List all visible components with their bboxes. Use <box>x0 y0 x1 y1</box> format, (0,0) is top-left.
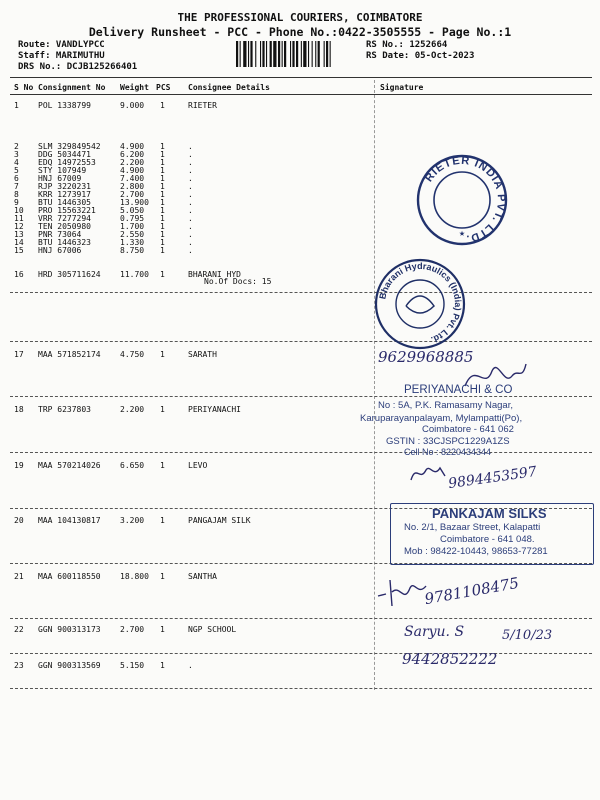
table-row <box>0 246 600 258</box>
barcode-icon <box>236 41 358 67</box>
consignment-cell: HRD 305711624 <box>38 270 101 279</box>
col-weight: Weight <box>120 83 149 92</box>
pcs-cell: 1 <box>160 150 165 159</box>
pcs-cell: 1 <box>160 230 165 239</box>
consignee-cell: . <box>188 158 193 167</box>
sno-cell: 10 <box>14 206 24 215</box>
pcs-cell: 1 <box>160 625 165 634</box>
consignee-cell: BHARANI HYD <box>188 270 241 279</box>
sno-cell: 4 <box>14 158 19 167</box>
periyanachi-stamp-name: PERIYANACHI & CO <box>404 384 513 396</box>
pcs-cell: 1 <box>160 198 165 207</box>
consignee-cell: RIETER <box>188 101 217 110</box>
consignee-cell: SANTHA <box>188 572 217 581</box>
sno-cell: 22 <box>14 625 24 634</box>
sno-cell: 18 <box>14 405 24 414</box>
row-separator <box>10 396 592 397</box>
weight-cell: 2.700 <box>120 625 145 634</box>
consignee-cell: . <box>188 661 193 670</box>
pangajam-stamp-name: PANKAJAM SILKS <box>432 506 547 521</box>
weight-cell: 2.700 <box>120 190 145 199</box>
drs-number: DRS No.: DCJB125266401 <box>18 62 138 72</box>
runsheet-subtitle: Delivery Runsheet - PCC - Phone No.:0422-3505555 - Page No.:1 <box>88 25 512 39</box>
weight-cell: 13.900 <box>120 198 149 207</box>
consignment-cell: POL 1338799 <box>38 101 91 110</box>
consignment-cell: STY 107949 <box>38 166 87 175</box>
sno-cell: 6 <box>14 174 19 183</box>
consignment-cell: VRR 7277294 <box>38 214 91 223</box>
sno-cell: 7 <box>14 182 19 191</box>
weight-cell: 4.900 <box>120 142 145 151</box>
pcs-cell: 1 <box>160 101 165 110</box>
weight-cell: 2.800 <box>120 182 145 191</box>
sno-cell: 23 <box>14 661 24 670</box>
weight-cell: 2.200 <box>120 158 145 167</box>
consignment-cell: DDG 5034471 <box>38 150 91 159</box>
pcs-cell: 1 <box>160 174 165 183</box>
staff-label: Staff: MARIMUTHU <box>18 51 105 61</box>
pcs-cell: 1 <box>160 214 165 223</box>
consignee-cell: . <box>188 142 193 151</box>
consignee-cell: PERIYANACHI <box>188 405 241 414</box>
periyanachi-stamp-cell: Cell No : 8220434344 <box>404 447 492 457</box>
sno-cell: 20 <box>14 516 24 525</box>
weight-cell: 1.700 <box>120 222 145 231</box>
consignment-cell: MAA 600118550 <box>38 572 101 581</box>
sno-cell: 2 <box>14 142 19 151</box>
row-separator <box>10 688 592 689</box>
sno-cell: 21 <box>14 572 24 581</box>
consignee-cell: . <box>188 190 193 199</box>
consignment-cell: PNR 73064 <box>38 230 82 239</box>
weight-cell: 4.900 <box>120 166 145 175</box>
consignment-cell: KRR 1273917 <box>38 190 91 199</box>
consignment-cell: MAA 570214026 <box>38 461 101 470</box>
rieter-stamp <box>414 152 510 248</box>
weight-cell: 7.400 <box>120 174 145 183</box>
consignee-cell: . <box>188 206 193 215</box>
pcs-cell: 1 <box>160 461 165 470</box>
ngp-signature: Saryu. S <box>404 624 465 640</box>
consignment-cell: EDQ 14972553 <box>38 158 96 167</box>
col-consignment: Consignment No <box>38 83 106 92</box>
weight-cell: 18.800 <box>120 572 149 581</box>
sno-cell: 8 <box>14 190 19 199</box>
consignment-cell: PRO 15563221 <box>38 206 96 215</box>
weight-cell: 4.750 <box>120 350 145 359</box>
weight-cell: 2.200 <box>120 405 145 414</box>
table-row <box>0 270 600 282</box>
consignment-cell: BTU 1446305 <box>38 198 91 207</box>
col-sno: S No <box>14 83 34 92</box>
weight-cell: 1.330 <box>120 238 145 247</box>
pangajam-stamp-addr1: No. 2/1, Bazaar Street, Kalapatti <box>404 522 541 533</box>
pangajam-stamp-mob: Mob : 98422-10443, 98653-77281 <box>404 546 548 557</box>
consignee-cell: . <box>188 166 193 175</box>
pcs-cell: 1 <box>160 206 165 215</box>
sno-cell: 3 <box>14 150 19 159</box>
weight-cell: 3.200 <box>120 516 145 525</box>
row-separator <box>10 653 592 654</box>
pangajam-stamp-addr2: Coimbatore - 641 048. <box>440 534 535 545</box>
consignee-cell: SARATH <box>188 350 217 359</box>
consignee-cell: . <box>188 222 193 231</box>
pcs-cell: 1 <box>160 405 165 414</box>
weight-cell: 5.150 <box>120 661 145 670</box>
rieter-stamp-text: RIETER INDIA PVT. LTD. <box>422 154 508 245</box>
docs-count: No.Of Docs: 15 <box>204 277 272 286</box>
consignee-cell: . <box>188 214 193 223</box>
periyanachi-stamp-addr1: No : 5A, P.K. Ramasamy Nagar, <box>378 400 513 411</box>
pcs-cell: 1 <box>160 238 165 247</box>
sno-cell: 17 <box>14 350 24 359</box>
consignment-cell: MAA 104130817 <box>38 516 101 525</box>
sno-cell: 1 <box>14 101 19 110</box>
pcs-cell: 1 <box>160 350 165 359</box>
weight-cell: 0.795 <box>120 214 145 223</box>
row-separator <box>10 292 592 293</box>
consignment-cell: TRP 6237803 <box>38 405 91 414</box>
weight-cell: 9.000 <box>120 101 145 110</box>
row-separator <box>10 618 592 619</box>
sarath-phone: 9629968885 <box>378 348 474 366</box>
consignment-cell: HNJ 67009 <box>38 174 82 183</box>
periyanachi-stamp-addr2: Karuparayanpalayam, Mylampatti(Po), <box>360 413 523 424</box>
consignment-cell: MAA 571852174 <box>38 350 101 359</box>
bharani-stamp <box>372 256 468 352</box>
col-pcs: PCS <box>156 83 171 92</box>
pcs-cell: 1 <box>160 190 165 199</box>
sno-cell: 15 <box>14 246 24 255</box>
bharani-stamp-text: Bharani Hydraulics (India) Pvt. Ltd. <box>377 260 464 346</box>
pcs-cell: 1 <box>160 182 165 191</box>
sno-cell: 13 <box>14 230 24 239</box>
route-label: Route: VANDLYPCC <box>18 40 105 50</box>
consignee-cell: . <box>188 246 193 255</box>
pcs-cell: 1 <box>160 222 165 231</box>
consignee-cell: . <box>188 230 193 239</box>
consignee-cell: . <box>188 198 193 207</box>
weight-cell: 8.750 <box>120 246 145 255</box>
consignee-cell: . <box>188 174 193 183</box>
consignment-cell: GGN 900313173 <box>38 625 101 634</box>
santha-signature-icon <box>376 576 428 610</box>
sno-cell: 16 <box>14 270 24 279</box>
periyanachi-stamp-addr3: Coimbatore - 641 062 <box>422 424 514 435</box>
consignee-cell: . <box>188 150 193 159</box>
weight-cell: 2.550 <box>120 230 145 239</box>
levo-phone: 9894453597 <box>447 463 538 493</box>
weight-cell: 5.050 <box>120 206 145 215</box>
weight-cell: 11.700 <box>120 270 149 279</box>
row-separator <box>10 341 592 342</box>
consignee-cell: LEVO <box>188 461 208 470</box>
levo-signature-icon <box>408 462 448 484</box>
sno-cell: 11 <box>14 214 24 223</box>
svg-text:Bharani Hydraulics (India) Pvt <box>377 261 463 345</box>
header-top-rule <box>10 77 592 78</box>
pcs-cell: 1 <box>160 270 165 279</box>
sno-cell: 9 <box>14 198 19 207</box>
periyanachi-stamp-gstin: GSTIN : 33CJSPC1229A1ZS <box>386 436 510 447</box>
pcs-cell: 1 <box>160 661 165 670</box>
table-row <box>0 101 600 113</box>
pcs-cell: 1 <box>160 572 165 581</box>
row-separator <box>10 452 592 453</box>
rs-date: RS Date: 05-Oct-2023 <box>366 51 475 61</box>
consignment-cell: HNJ 67006 <box>38 246 82 255</box>
consignee-cell: . <box>188 238 193 247</box>
weight-cell: 6.200 <box>120 150 145 159</box>
pcs-cell: 1 <box>160 516 165 525</box>
consignee-cell: NGP SCHOOL <box>188 625 237 634</box>
consignee-cell: PANGAJAM SILK <box>188 516 251 525</box>
svg-text:★: ★ <box>458 228 466 239</box>
sno-cell: 14 <box>14 238 24 247</box>
table-row <box>0 661 600 673</box>
santha-phone: 9781108475 <box>423 573 521 609</box>
sno-cell: 5 <box>14 166 19 175</box>
pcs-cell: 1 <box>160 142 165 151</box>
consignment-cell: BTU 1446323 <box>38 238 91 247</box>
weight-cell: 6.650 <box>120 461 145 470</box>
sno-cell: 19 <box>14 461 24 470</box>
sno-cell: 12 <box>14 222 24 231</box>
pcs-cell: 1 <box>160 158 165 167</box>
consignment-cell: TEN 2050980 <box>38 222 91 231</box>
rs-number: RS No.: 1252664 <box>366 40 448 50</box>
header-bottom-rule <box>10 94 592 95</box>
consignment-cell: GGN 900313569 <box>38 661 101 670</box>
ngp-date: 5/10/23 <box>502 628 553 643</box>
consignment-cell: SLM 329849542 <box>38 142 101 151</box>
pcs-cell: 1 <box>160 246 165 255</box>
consignment-cell: RJP 3220231 <box>38 182 91 191</box>
company-title: THE PROFESSIONAL COURIERS, COIMBATORE <box>177 11 423 24</box>
consignee-cell: . <box>188 182 193 191</box>
col-signature: Signature <box>380 83 424 92</box>
pcs-cell: 1 <box>160 166 165 175</box>
ngp-phone: 9442852222 <box>402 650 498 668</box>
col-consignee: Consignee Details <box>188 83 270 92</box>
